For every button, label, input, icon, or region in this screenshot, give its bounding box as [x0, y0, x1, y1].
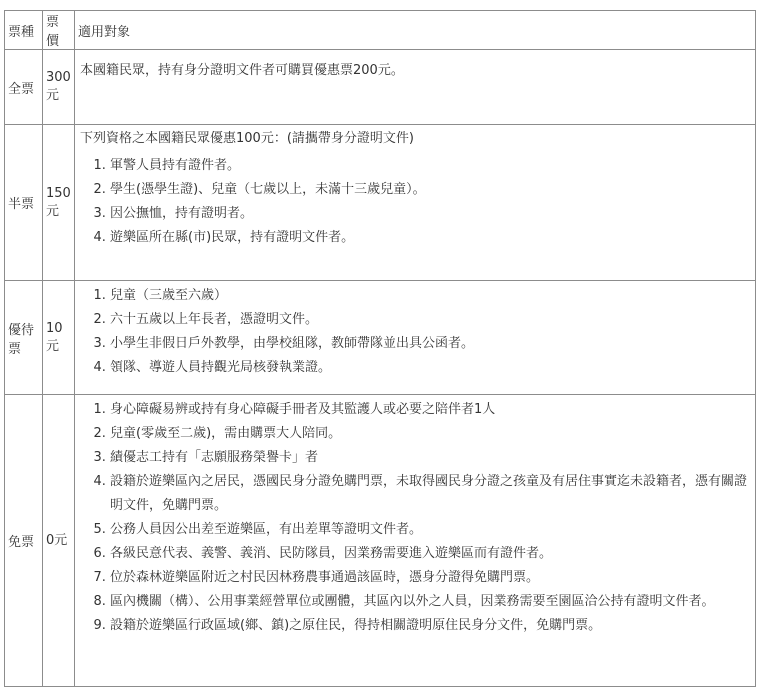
ticket-type-cell: 半票 — [5, 125, 43, 281]
table-header-row — [5, 11, 756, 50]
list-item: 4. 遊樂區所在縣(市)民眾，持有證明文件者。 — [110, 226, 750, 250]
ticket-type-cell: 優待票 — [5, 281, 43, 395]
table-row — [5, 125, 756, 281]
list-item: 9. 設籍於遊樂區行政區域(鄉、鎮)之原住民，得持相關證明原住民身分文件，免購門票。 — [110, 614, 750, 638]
price-cell: 150元 — [43, 125, 75, 281]
eligibility-intro: 下列資格之本國籍民眾優惠100元：(請攜帶身分證明文件) — [80, 131, 414, 146]
list-item: 6. 各級民意代表、義警、義消、民防隊員，因業務需要進入遊樂區而有證件者。 — [110, 542, 750, 566]
eligibility-list — [80, 398, 750, 638]
price-cell: 300元 — [43, 50, 75, 125]
header-eligibility: 適用對象 — [75, 11, 756, 50]
eligibility-cell — [75, 50, 756, 125]
list-item: 3. 因公撫恤，持有證明者。 — [110, 202, 750, 226]
eligibility-intro: 本國籍民眾，持有身分證明文件者可購買優惠票200元。 — [80, 63, 404, 78]
list-item: 3. 績優志工持有「志願服務榮譽卡」者 — [110, 446, 750, 470]
list-item: 8. 區內機關（構）、公用事業經營單位或團體，其區內以外之人員，因業務需要至園區洽公持有證明文件者。 — [110, 590, 750, 614]
ticket-type-cell: 全票 — [5, 50, 43, 125]
eligibility-cell — [75, 125, 756, 281]
list-item: 5. 公務人員因公出差至遊樂區，有出差單等證明文件者。 — [110, 518, 750, 542]
eligibility-cell — [75, 281, 756, 395]
table-row — [5, 281, 756, 395]
list-item: 4. 領隊、導遊人員持觀光局核發執業證。 — [110, 356, 750, 380]
list-item: 3. 小學生非假日戶外教學，由學校組隊，教師帶隊並出具公函者。 — [110, 332, 750, 356]
list-item: 4. 設籍於遊樂區內之居民，憑國民身分證免購門票，未取得國民身分證之孩童及有居住事實迄未設籍者，憑有關證明文件，免購門票。 — [110, 470, 750, 518]
list-item: 2. 兒童(零歲至二歲)，需由購票大人陪同。 — [110, 422, 750, 446]
list-item: 1. 身心障礙易辨或持有身心障礙手冊者及其監護人或必要之陪伴者1人 — [110, 398, 750, 422]
list-item: 1. 軍警人員持有證件者。 — [110, 154, 750, 178]
ticket-type-cell: 免票 — [5, 395, 43, 687]
price-cell: 10元 — [43, 281, 75, 395]
header-price: 票價 — [43, 11, 75, 50]
list-item: 1. 兒童（三歲至六歲） — [110, 284, 750, 308]
list-item: 7. 位於森林遊樂區附近之村民因林務農事通過該區時，憑身分證得免購門票。 — [110, 566, 750, 590]
ticket-table — [4, 10, 756, 687]
price-cell: 0元 — [43, 395, 75, 687]
table-row — [5, 50, 756, 125]
list-item: 2. 六十五歲以上年長者，憑證明文件。 — [110, 308, 750, 332]
eligibility-list — [80, 284, 750, 380]
eligibility-list — [80, 154, 750, 250]
header-ticket-type: 票種 — [5, 11, 43, 50]
list-item: 2. 學生(憑學生證)、兒童（七歲以上，未滿十三歲兒童）。 — [110, 178, 750, 202]
